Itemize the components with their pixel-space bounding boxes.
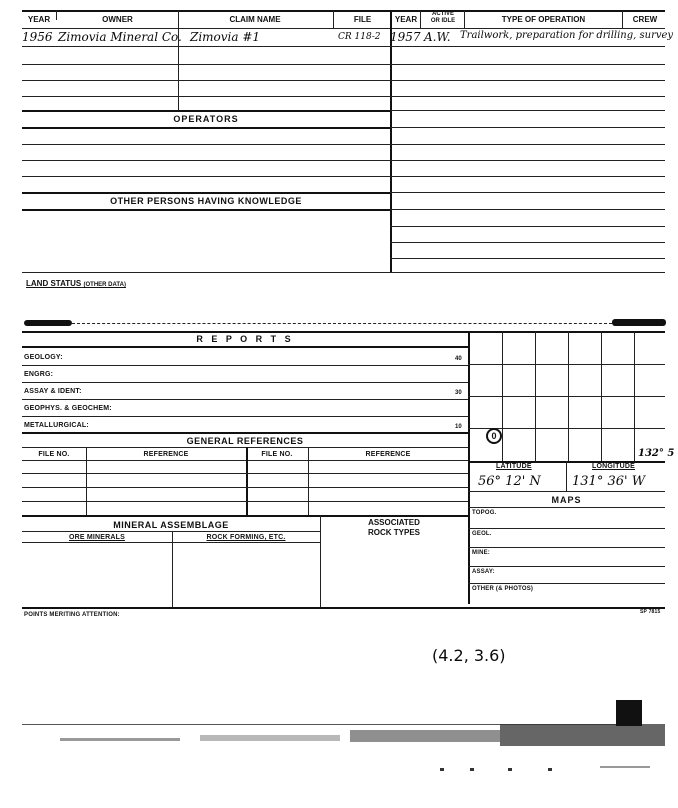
land-status-sub: (OTHER DATA) bbox=[83, 282, 126, 288]
rule bbox=[468, 507, 665, 508]
rule bbox=[22, 531, 320, 532]
rule bbox=[22, 515, 468, 517]
header-or-idle: OR IDLE bbox=[430, 18, 456, 24]
report-number: 30 bbox=[455, 390, 462, 396]
rule bbox=[22, 160, 665, 161]
scan-noise bbox=[200, 735, 340, 741]
header-crew: CREW bbox=[632, 15, 658, 24]
map-label: TOPOG. bbox=[472, 510, 497, 516]
rule bbox=[468, 491, 665, 492]
rule bbox=[22, 346, 468, 348]
land-status-label: LAND STATUS bbox=[26, 279, 82, 288]
rule bbox=[22, 96, 665, 97]
rule bbox=[468, 528, 665, 529]
rule bbox=[22, 487, 468, 488]
ref-header-file-no-2: FILE NO. bbox=[261, 451, 293, 458]
record-claim-name: Zimovia #1 bbox=[190, 30, 261, 44]
record-file: CR 118-2 bbox=[338, 32, 381, 42]
divider bbox=[566, 461, 567, 491]
record-year: 1956 bbox=[22, 30, 53, 44]
header-year-2: YEAR bbox=[394, 15, 418, 24]
map-label: ASSAY: bbox=[472, 569, 495, 575]
scan-noise bbox=[470, 768, 474, 771]
rule bbox=[22, 64, 665, 65]
divider bbox=[178, 10, 179, 110]
rule bbox=[22, 144, 665, 145]
rule bbox=[22, 192, 390, 194]
rule bbox=[22, 607, 665, 609]
map-label: MINE: bbox=[472, 550, 490, 556]
scan-noise bbox=[600, 766, 650, 768]
form-number: SP 7815 bbox=[640, 609, 661, 615]
grid-line bbox=[468, 396, 665, 397]
record-owner: Zimovia Mineral Co. bbox=[58, 30, 182, 44]
report-label: METALLURGICAL: bbox=[24, 422, 89, 429]
divider bbox=[390, 10, 392, 272]
section-general-references: GENERAL REFERENCES bbox=[186, 436, 304, 446]
points-meriting-attention: POINTS MERITING ATTENTION: bbox=[24, 612, 120, 618]
divider bbox=[172, 531, 173, 607]
divider bbox=[464, 10, 465, 28]
handwritten-coordinates: (4.2, 3.6) bbox=[432, 646, 506, 665]
rule bbox=[22, 432, 468, 434]
header-type-of-operation: TYPE OF OPERATION bbox=[501, 15, 586, 24]
associated-rock-types-line-2: ROCK TYPES bbox=[367, 528, 420, 537]
rule bbox=[22, 46, 665, 47]
divider bbox=[86, 447, 87, 515]
section-operators: OPERATORS bbox=[173, 114, 239, 124]
ref-header-reference: REFERENCE bbox=[143, 451, 189, 458]
rule bbox=[22, 399, 468, 400]
rule bbox=[22, 447, 468, 448]
rule bbox=[390, 192, 665, 193]
section-associated-rock-types bbox=[320, 518, 468, 538]
rule bbox=[22, 416, 468, 417]
rule bbox=[22, 110, 390, 112]
scan-noise bbox=[60, 738, 180, 741]
scan-noise bbox=[350, 730, 500, 742]
divider bbox=[333, 10, 334, 28]
report-label: ASSAY & IDENT: bbox=[24, 388, 82, 395]
rule bbox=[22, 209, 390, 211]
grid-line bbox=[468, 364, 665, 365]
scan-noise bbox=[616, 700, 642, 726]
scan-noise bbox=[508, 768, 512, 771]
divider bbox=[622, 10, 623, 28]
record-active-or-idle: A.W. bbox=[424, 30, 451, 44]
rule bbox=[22, 473, 468, 474]
section-reports: R E P O R T S bbox=[196, 334, 294, 344]
divider bbox=[308, 447, 309, 515]
map-label: OTHER (& PHOTOS) bbox=[472, 586, 534, 592]
rule bbox=[390, 242, 665, 243]
rule bbox=[22, 176, 665, 177]
section-maps: MAPS bbox=[551, 495, 582, 505]
report-number: 40 bbox=[455, 356, 462, 362]
associated-rock-types-line-1: ASSOCIATED bbox=[368, 518, 420, 527]
rule bbox=[468, 566, 665, 567]
scan-noise bbox=[440, 768, 444, 771]
scan-noise bbox=[548, 768, 552, 771]
latitude-label: LATITUDE bbox=[496, 463, 532, 470]
header-claim-name: CLAIM NAME bbox=[229, 15, 281, 24]
rule bbox=[390, 127, 665, 128]
mineral-header-rock-forming: ROCK FORMING, ETC. bbox=[206, 534, 286, 541]
divider bbox=[420, 10, 421, 28]
grid-mark: 0 bbox=[486, 428, 502, 444]
header-file: FILE bbox=[353, 15, 372, 24]
ref-header-reference-2: REFERENCE bbox=[365, 451, 411, 458]
header-active-or-idle bbox=[422, 11, 464, 25]
report-label: GEOPHYS. & GEOCHEM: bbox=[24, 405, 112, 412]
report-number: 10 bbox=[455, 424, 462, 430]
rule bbox=[22, 272, 665, 273]
divider bbox=[468, 331, 470, 604]
rule bbox=[468, 547, 665, 548]
rule bbox=[22, 80, 665, 81]
scan-mark bbox=[612, 319, 666, 326]
scan-mark bbox=[24, 320, 72, 326]
record-year-2: 1957 bbox=[390, 30, 421, 44]
rule bbox=[22, 10, 665, 12]
section-mineral-assemblage: MINERAL ASSEMBLAGE bbox=[113, 520, 229, 530]
rule bbox=[22, 28, 665, 29]
rule bbox=[22, 127, 390, 129]
rule bbox=[72, 323, 612, 324]
rule bbox=[468, 583, 665, 584]
rule bbox=[390, 258, 665, 259]
longitude-value: 131° 36' W bbox=[572, 474, 646, 489]
rule bbox=[390, 209, 665, 210]
header-owner: OWNER bbox=[102, 15, 133, 24]
map-label: GEOL. bbox=[472, 531, 492, 537]
mineral-header-ore: ORE MINERALS bbox=[68, 534, 126, 541]
land-status-heading bbox=[26, 279, 126, 288]
rule bbox=[22, 542, 320, 543]
rule bbox=[22, 365, 468, 366]
section-other-persons: OTHER PERSONS HAVING KNOWLEDGE bbox=[110, 196, 302, 206]
ref-header-file-no: FILE NO. bbox=[38, 451, 70, 458]
divider bbox=[246, 447, 248, 515]
latitude-value: 56° 12' N bbox=[478, 474, 541, 489]
longitude-note: 132° 5 bbox=[638, 448, 675, 459]
rule bbox=[22, 460, 468, 461]
header-active: ACTIVE bbox=[431, 11, 454, 17]
divider bbox=[320, 515, 321, 607]
divider bbox=[56, 10, 57, 20]
record-type-of-operation: Trailwork, preparation for drilling, survey bbox=[460, 30, 674, 41]
report-label: ENGRG: bbox=[24, 371, 54, 378]
header-year: YEAR bbox=[27, 15, 51, 24]
rule bbox=[390, 110, 665, 111]
rule bbox=[390, 226, 665, 227]
rule bbox=[22, 382, 468, 383]
rule bbox=[22, 501, 468, 502]
longitude-label: LONGITUDE bbox=[592, 463, 636, 470]
scan-noise bbox=[500, 724, 665, 746]
report-label: GEOLOGY: bbox=[24, 354, 63, 361]
